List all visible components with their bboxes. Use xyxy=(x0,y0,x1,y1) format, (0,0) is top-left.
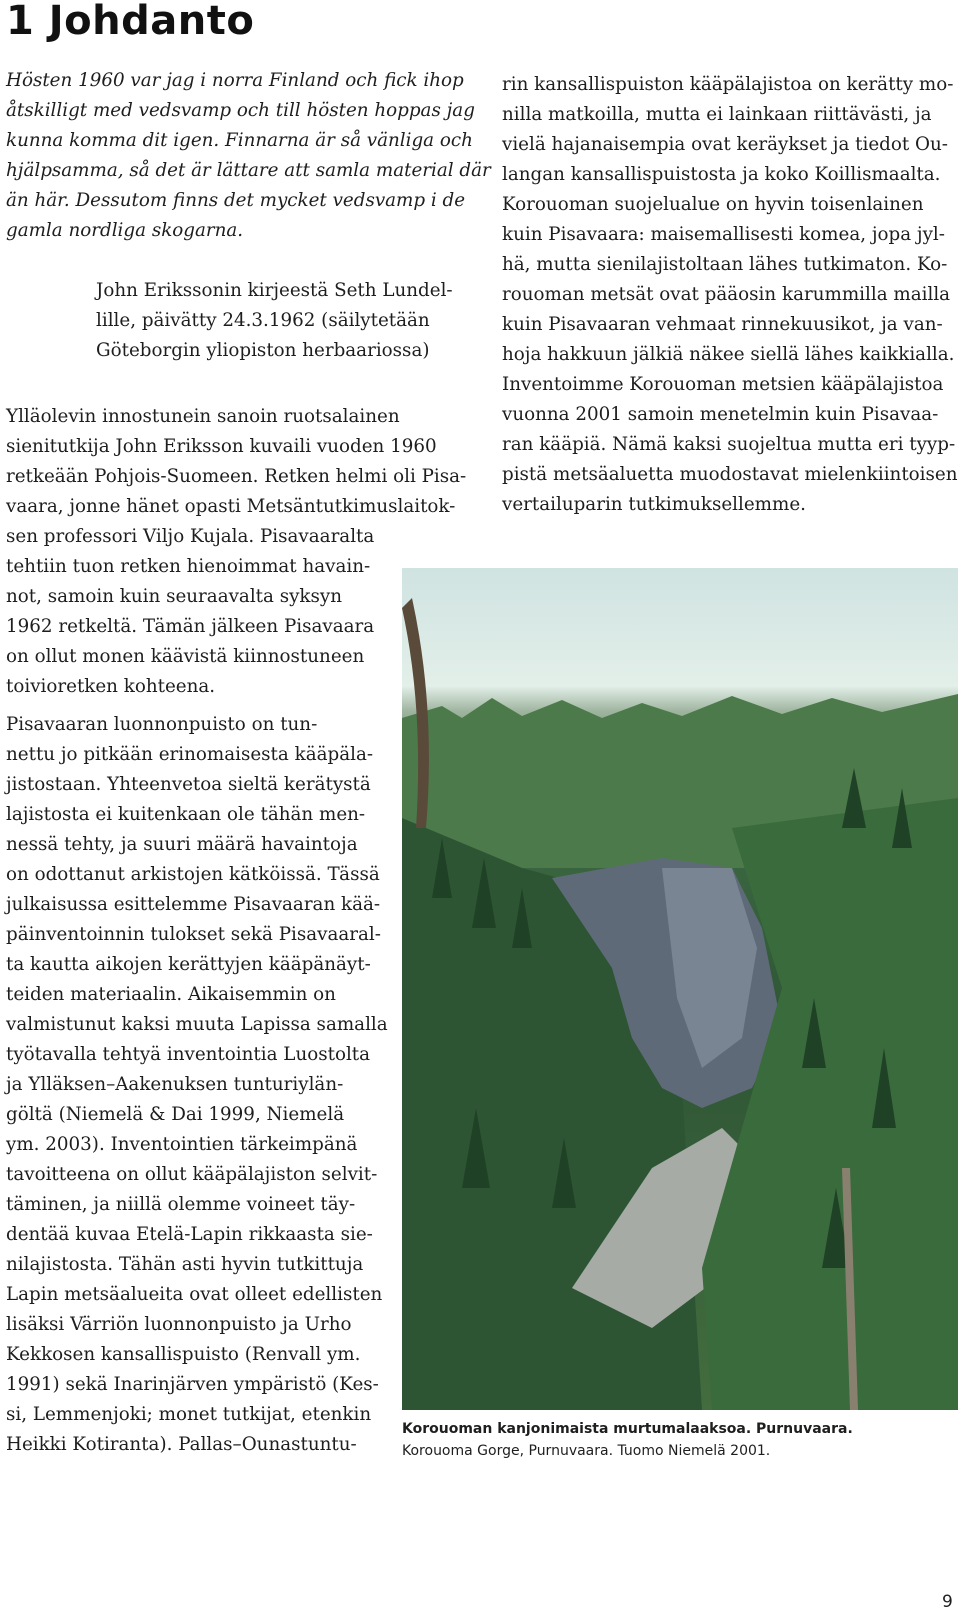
text-line: 1991) sekä Inarinjärven ympäristö (Kes- xyxy=(6,1374,379,1395)
text-line: Ylläolevin innostunein sanoin ruotsalainen xyxy=(6,406,400,427)
text-line: ran kääpiä. Nämä kaksi suojeltua mutta eri tyyp- xyxy=(502,434,956,455)
text-line: rouoman metsät ovat pääosin karummilla mailla xyxy=(502,284,951,305)
text-line: nilla matkoilla, mutta ei lainkaan riittävästi, ja xyxy=(502,104,932,125)
text-line: päinventoinnin tulokset sekä Pisavaaral- xyxy=(6,924,381,945)
text-line: Kekkosen kansallispuisto (Renvall ym. xyxy=(6,1344,361,1365)
text-line: ym. 2003). Inventointien tärkeimpänä xyxy=(6,1134,358,1155)
text-line: nessä tehty, ja suuri määrä havaintoja xyxy=(6,834,358,855)
text-line: hä, mutta sienilajistoltaan lähes tutkimaton. Ko- xyxy=(502,254,948,275)
text-line: toivioretken kohteena. xyxy=(6,676,216,697)
text-line: tavoitteena on ollut kääpälajiston selvit- xyxy=(6,1164,378,1185)
forest-gorge-illustration xyxy=(402,568,958,1410)
text-line: on ollut monen käävistä kiinnostuneen xyxy=(6,646,365,667)
text-line: göltä (Niemelä & Dai 1999, Niemelä xyxy=(6,1104,345,1125)
paragraph-3 xyxy=(502,70,957,190)
text-line: hjälpsamma, så det är lättare att samla material där xyxy=(6,160,491,181)
text-line: vielä hajanaisempia ovat keräykset ja tiedot Ou- xyxy=(502,134,948,155)
text-line: retkeään Pohjois-Suomeen. Retken helmi oli Pisa- xyxy=(6,466,467,487)
page-number: 9 xyxy=(942,1592,953,1612)
text-line: hoja hakkuun jälkiä näkee siellä lähes kaikkialla. xyxy=(502,344,955,365)
text-line: lisäksi Värriön luonnonpuisto ja Urho xyxy=(6,1314,352,1335)
text-line: rin kansallispuiston kääpälajistoa on kerätty mo- xyxy=(502,74,954,95)
text-line: julkaisussa esittelemme Pisavaaran kää- xyxy=(6,894,381,915)
text-line: gamla nordliga skogarna. xyxy=(6,220,244,241)
text-line: Lapin metsäalueita ovat olleet edellisten xyxy=(6,1284,383,1305)
swedish-quote xyxy=(6,66,491,246)
text-line: Pisavaaran luonnonpuisto on tun- xyxy=(6,714,318,735)
text-line: Inventoimme Korouoman metsien kääpälajistoa xyxy=(502,374,944,395)
text-line: Korouoman suojelualue on hyvin toisenlainen xyxy=(502,194,924,215)
right-column xyxy=(502,70,957,520)
quote-attribution xyxy=(96,276,453,366)
left-column xyxy=(6,66,491,246)
text-line: työtavalla tehtyä inventointia Luostolta xyxy=(6,1044,371,1065)
text-line: lille, päivätty 24.3.1962 (säilytetään xyxy=(96,310,430,331)
text-line: sen professori Viljo Kujala. Pisavaaralta xyxy=(6,526,375,547)
text-line: ta kautta aikojen kerättyjen kääpänäyt- xyxy=(6,954,371,975)
photo-caption xyxy=(402,1418,958,1462)
text-line: lajistosta ei kuitenkaan ole tähän men- xyxy=(6,804,366,825)
text-line: ja Ylläksen–Aakenuksen tunturiylän- xyxy=(6,1074,344,1095)
text-line: kunna komma dit igen. Finnarna är så vänliga och xyxy=(6,130,473,151)
text-line: kuin Pisavaaran vehmaat rinnekuusikot, ja van- xyxy=(502,314,943,335)
text-line: vuonna 2001 samoin menetelmin kuin Pisavaa- xyxy=(502,404,939,425)
text-line: langan kansallispuistosta ja koko Koillismaalta. xyxy=(502,164,941,185)
text-line: on odottanut arkistojen kätköissä. Tässä xyxy=(6,864,380,885)
text-line: nilajistosta. Tähän asti hyvin tutkittuja xyxy=(6,1254,364,1275)
text-line: täminen, ja niillä olemme voineet täy- xyxy=(6,1194,356,1215)
caption-english: Korouoma Gorge, Purnuvaara. Tuomo Niemelä 2001. xyxy=(402,1443,771,1459)
text-line: Hösten 1960 var jag i norra Finland och fick ihop xyxy=(6,70,464,91)
text-line: not, samoin kuin seuraavalta syksyn xyxy=(6,586,342,607)
text-line: valmistunut kaksi muuta Lapissa samalla xyxy=(6,1014,388,1035)
text-line: vaara, jonne hänet opasti Metsäntutkimuslaitok- xyxy=(6,496,456,517)
text-line: åtskilligt med vedsvamp och till hösten hoppas jag xyxy=(6,100,475,121)
text-line: kuin Pisavaara: maisemallisesti komea, jopa jyl- xyxy=(502,224,945,245)
text-line: pistä metsäaluetta muodostavat mielenkiintoisen xyxy=(502,464,958,485)
text-line: dentää kuvaa Etelä-Lapin rikkaasta sie- xyxy=(6,1224,373,1245)
text-line: jistostaan. Yhteenvetoa sieltä kerätystä xyxy=(6,774,371,795)
paragraph-4 xyxy=(502,190,957,520)
text-line: nettu jo pitkään erinomaisesta kääpäla- xyxy=(6,744,374,765)
left-body xyxy=(6,402,467,1460)
text-line: Heikki Kotiranta). Pallas–Ounastuntu- xyxy=(6,1434,357,1455)
text-line: teiden materiaalin. Aikaisemmin on xyxy=(6,984,336,1005)
text-line: tehtiin tuon retken hienoimmat havain- xyxy=(6,556,371,577)
text-line: vertailuparin tutkimuksellemme. xyxy=(502,494,806,515)
paragraph-1 xyxy=(6,402,467,702)
chapter-heading: 1 Johdanto xyxy=(6,0,255,44)
text-line: 1962 retkeltä. Tämän jälkeen Pisavaara xyxy=(6,616,375,637)
text-line: sienitutkija John Eriksson kuvaili vuoden 1960 xyxy=(6,436,437,457)
caption-finnish: Korouoman kanjonimaista murtumalaaksoa. Purnuvaara. xyxy=(402,1421,853,1437)
text-line: än här. Dessutom finns det mycket vedsvamp i de xyxy=(6,190,466,211)
gorge-photo xyxy=(402,568,958,1410)
text-line: John Erikssonin kirjeestä Seth Lundel- xyxy=(96,280,453,301)
paragraph-2 xyxy=(6,710,456,1460)
text-line: si, Lemmenjoki; monet tutkijat, etenkin xyxy=(6,1404,372,1425)
text-line: Göteborgin yliopiston herbaariossa) xyxy=(96,340,430,361)
